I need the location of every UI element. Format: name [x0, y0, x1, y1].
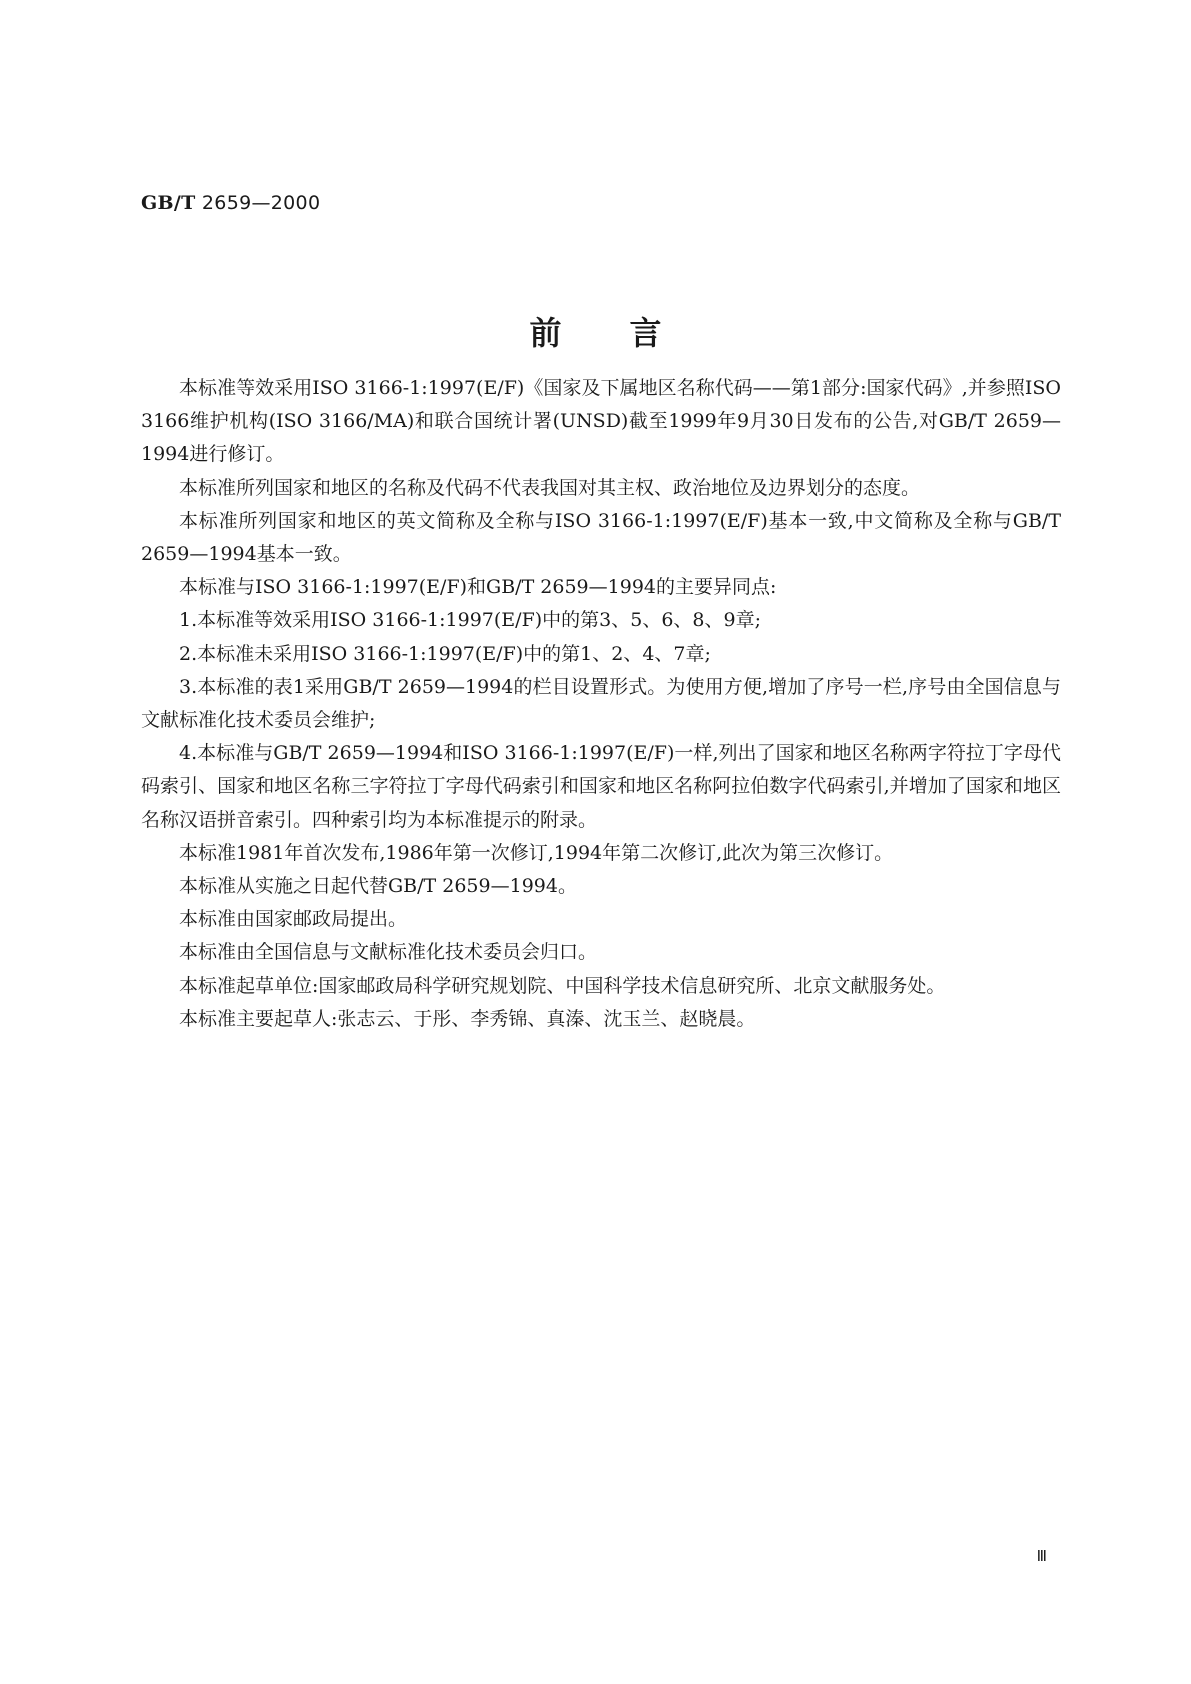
paragraph: 本标准由国家邮政局提出。: [179, 908, 408, 931]
list-item: 2.本标准未采用ISO 3166-1:1997(E/F)中的第1、2、4、7章;: [179, 642, 711, 665]
list-item: 1.本标准等效采用ISO 3166-1:1997(E/F)中的第3、5、6、8、9章;: [179, 609, 762, 632]
paragraph: 本标准与ISO 3166-1:1997(E/F)和GB/T 2659—1994的主要异同点:: [179, 576, 777, 599]
paragraph: 本标准由全国信息与文献标准化技术委员会归口。: [179, 941, 598, 964]
paragraph: 本标准起草单位:国家邮政局科学研究规划院、中国科学技术信息研究所、北京文献服务处。: [179, 974, 946, 997]
standard-number: [141, 192, 320, 214]
page-number: Ⅲ: [1036, 1547, 1047, 1565]
list-item: 3.本标准的表1采用GB/T 2659—1994的栏目设置形式。为使用方便,增加了序号一栏,序号由全国信息与文献标准化技术委员会维护;: [141, 675, 1061, 732]
paragraph: 本标准1981年首次发布,1986年第一次修订,1994年第二次修订,此次为第三次修订。: [179, 841, 894, 864]
paragraph: 本标准所列国家和地区的英文简称及全称与ISO 3166-1:1997(E/F)基本一致,中文简称及全称与GB/T 2659—1994基本一致。: [141, 509, 1061, 566]
foreword-body: [141, 372, 1061, 1036]
standard-code: 2659—2000: [201, 192, 321, 214]
standard-prefix: GB/T: [141, 192, 196, 214]
paragraph: 本标准主要起草人:张志云、于彤、李秀锦、真溱、沈玉兰、赵晓晨。: [179, 1007, 756, 1030]
paragraph: 本标准所列国家和地区的名称及代码不代表我国对其主权、政治地位及边界划分的态度。: [179, 476, 921, 499]
page-title: 前言: [529, 314, 730, 352]
list-item: 4.本标准与GB/T 2659—1994和ISO 3166-1:1997(E/F)一样,列出了国家和地区名称两字符拉丁字母代码索引、国家和地区名称三字符拉丁字母代码索引和国家和地区名称阿拉伯数字代码索引,并增加了国家和地区名称汉语拼音索引。四种索引均为本标准提示的附录。: [141, 742, 1061, 831]
paragraph: 本标准从实施之日起代替GB/T 2659—1994。: [179, 875, 577, 898]
paragraph: 本标准等效采用ISO 3166-1:1997(E/F)《国家及下属地区名称代码——第1部分:国家代码》,并参照ISO 3166维护机构(ISO 3166/MA)和联合国统计署(UNSD)截至1999年9月30日发布的公告,对GB/T 2659—1994进行修订。: [141, 377, 1061, 466]
